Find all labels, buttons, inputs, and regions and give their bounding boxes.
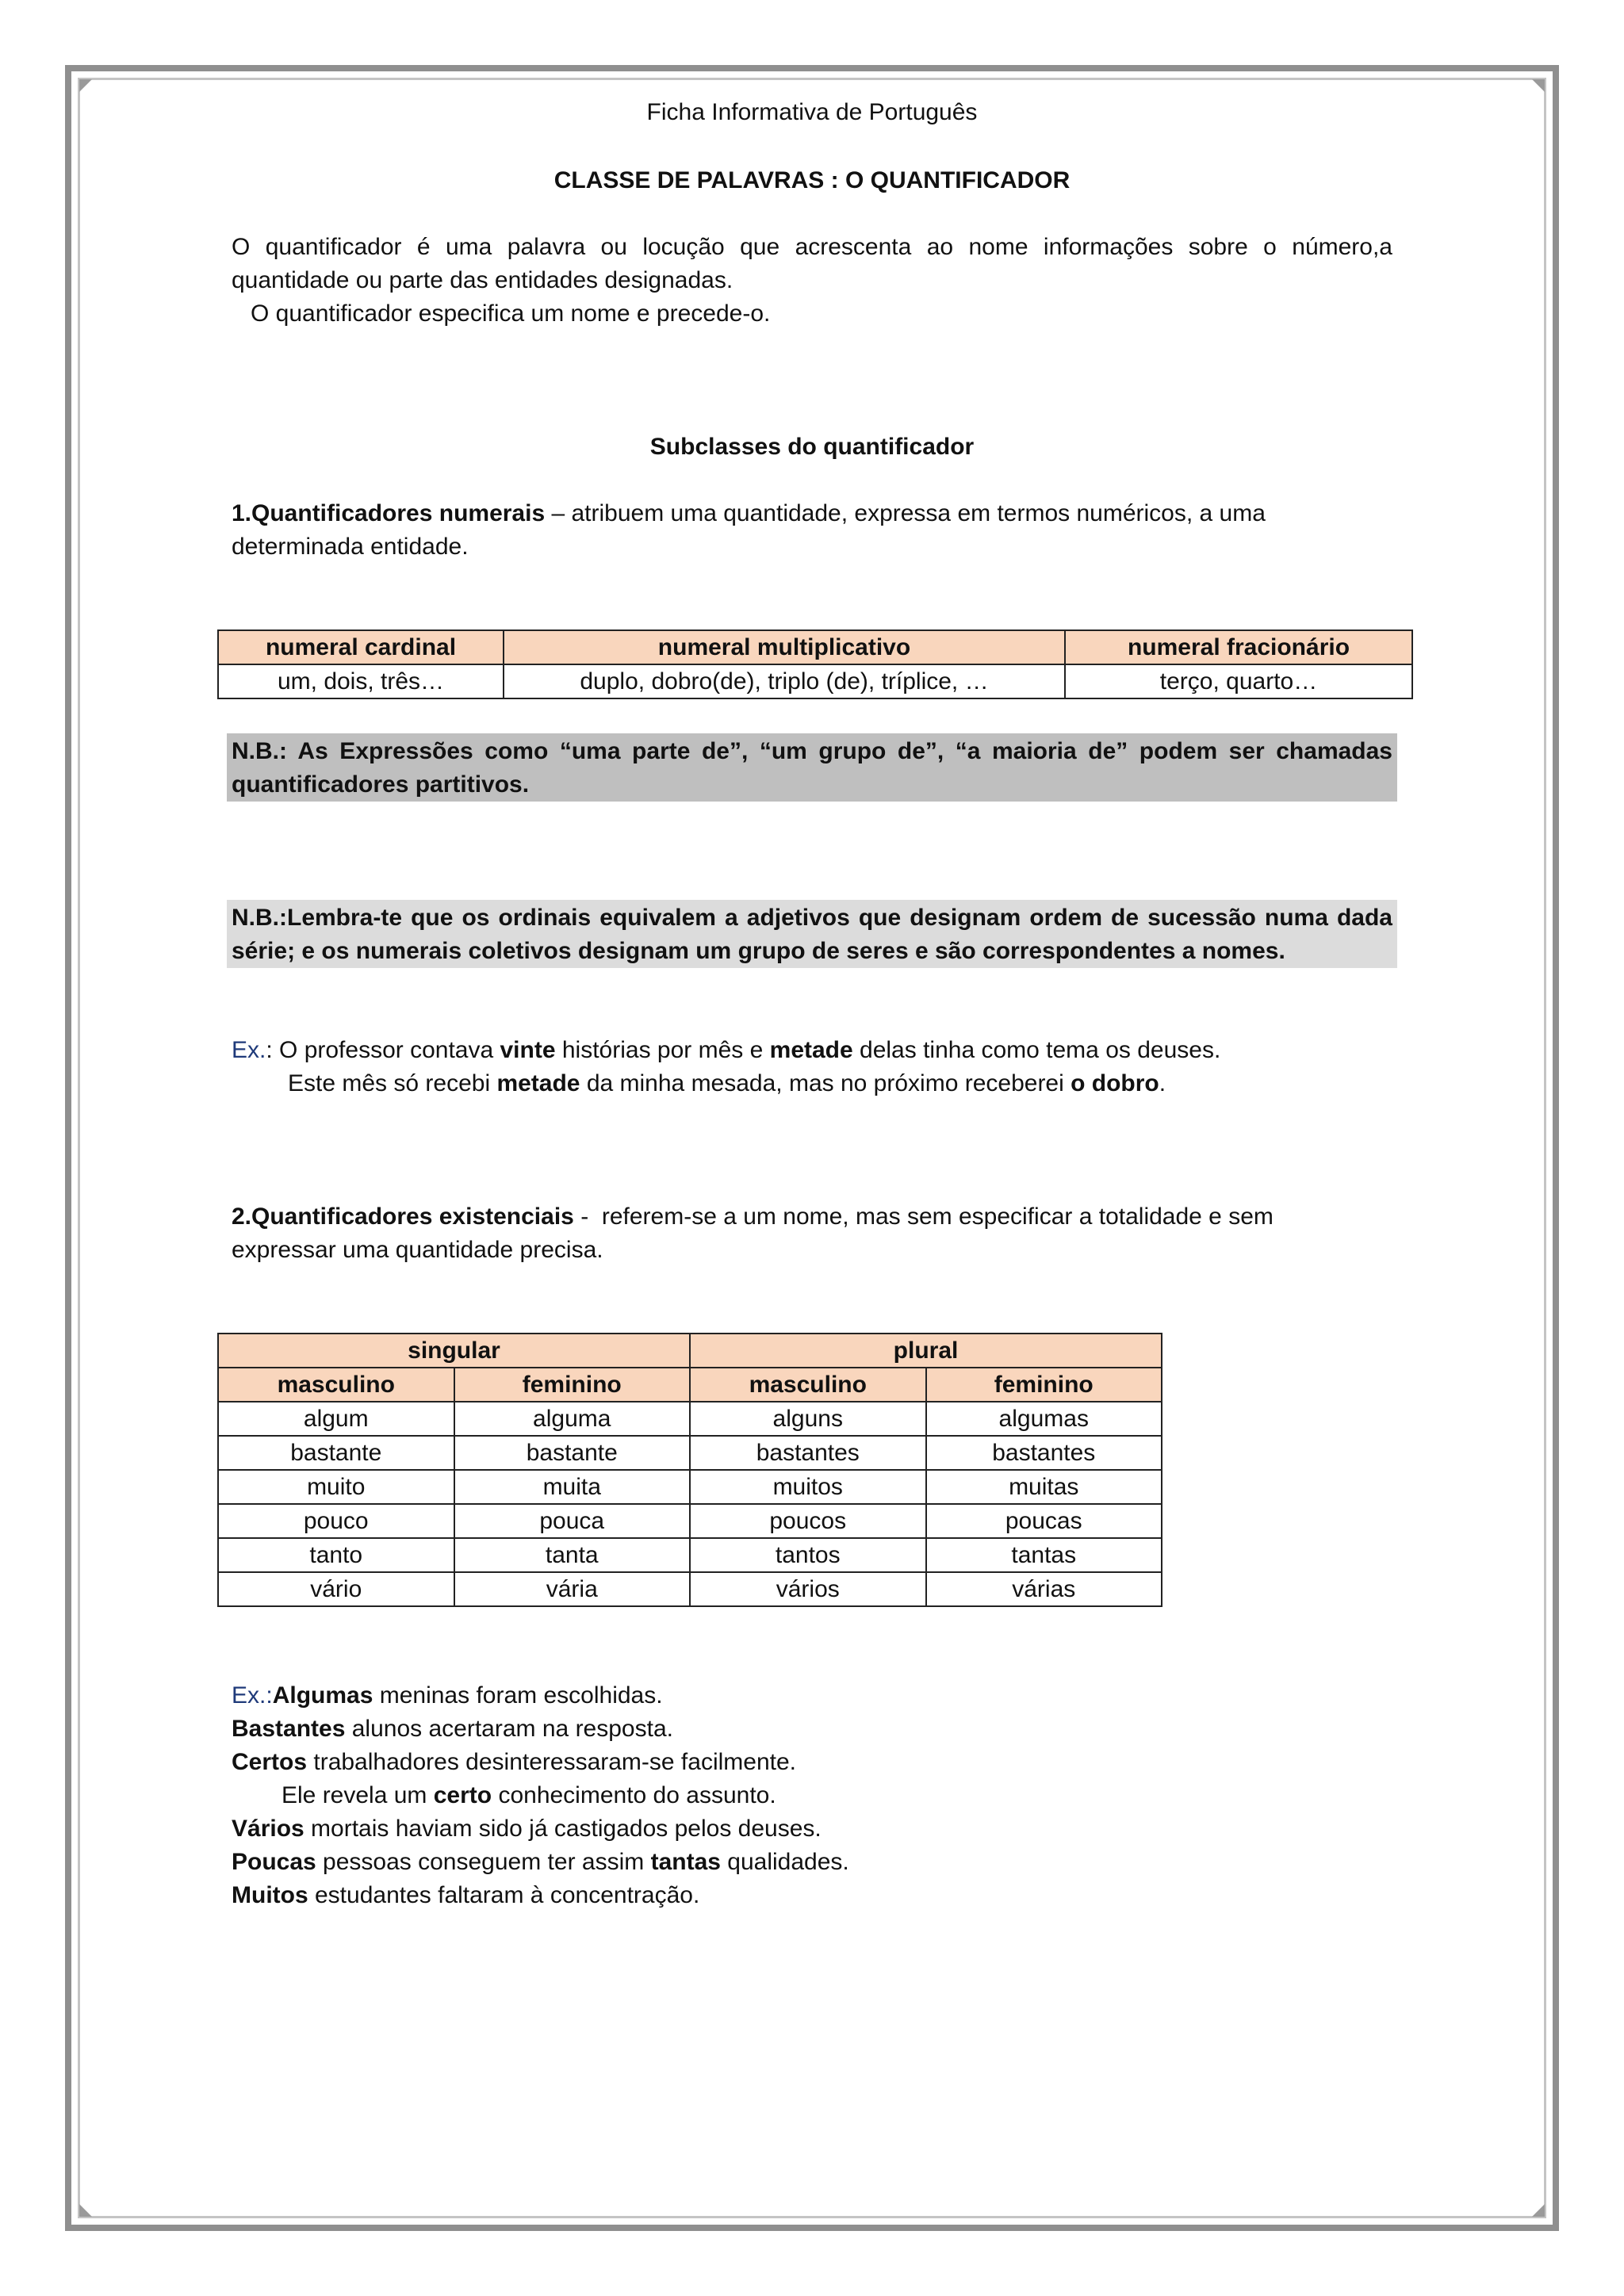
text-span: trabalhadores desinteressaram-se facilmente. [307,1749,796,1775]
example-1-line-2 [288,1067,1166,1100]
highlight-word: Vários [232,1816,304,1842]
table-cell: alguns [690,1402,926,1436]
note-line: quantificadores partitivos. [232,771,530,798]
text-span: delas tinha como tema os deuses. [852,1037,1221,1063]
text-span: Ele revela um [282,1782,434,1808]
table-header: numeral multiplicativo [504,630,1065,664]
highlight-word: metade [769,1037,853,1063]
table-header: numeral fracionário [1065,630,1412,664]
table-cell: alguma [454,1402,691,1436]
section-2-paragraph [232,1200,1274,1234]
section-2-text-2: expressar uma quantidade precisa. [232,1237,603,1263]
example-2-line-1 [232,1679,663,1712]
table-cell: bastantes [926,1436,1162,1470]
text-span: Este mês só recebi [288,1070,497,1096]
table-cell: muito [218,1470,454,1504]
table-cell: muitas [926,1470,1162,1504]
section-1-paragraph [232,497,1266,530]
table-cell: várias [926,1572,1162,1606]
section-1-text-2: determinada entidade. [232,534,469,560]
table-row [218,1504,1162,1538]
text-span: conhecimento do assunto. [492,1782,776,1808]
table-cell: algum [218,1402,454,1436]
text-span: . [1159,1070,1166,1096]
highlight-word: Poucas [232,1849,316,1875]
highlight-word: vinte [500,1037,556,1063]
intro-line-3: O quantificador especifica um nome e precede-o. [251,300,771,327]
note-line: N.B.:Lembra-te que os ordinais equivalem a adjetivos que designam ordem de sucessão numa dada [232,905,1392,931]
text-span: da minha mesada, mas no próximo receberei [580,1070,1071,1096]
highlight-word: Bastantes [232,1716,346,1742]
highlight-word: Certos [232,1749,308,1775]
intro-line-2: quantidade ou parte das entidades designadas. [232,267,733,293]
table-header: masculino [690,1368,926,1402]
numeral-table [217,629,1413,699]
existential-table [217,1333,1162,1607]
table-cell: bastantes [690,1436,926,1470]
text-span: pessoas conseguem ter assim [316,1849,651,1875]
table-cell: bastante [218,1436,454,1470]
example-1-line-1 [232,1034,1220,1067]
text-span: qualidades. [720,1849,849,1875]
highlight-word: certo [433,1782,492,1808]
text-span: estudantes faltaram à concentração. [308,1882,700,1908]
example-2-line-6 [232,1846,849,1879]
highlight-word: metade [496,1070,580,1096]
corner-ornament-icon [79,79,92,92]
table-cell: um, dois, três… [218,664,504,698]
example-label: Ex. [232,1037,266,1063]
highlight-word: Algumas [272,1682,373,1709]
text-span: alunos acertaram na resposta. [345,1716,673,1742]
text-span: mortais haviam sido já castigados pelos deuses. [304,1816,822,1842]
table-cell: tanta [454,1538,691,1572]
example-label: Ex.: [232,1682,273,1709]
table-group-header: singular [218,1334,690,1368]
table-group-header: plural [690,1334,1162,1368]
table-header: feminino [454,1368,691,1402]
table-cell: poucos [690,1504,926,1538]
table-cell: vário [218,1572,454,1606]
table-cell: muita [454,1470,691,1504]
example-2-line-5 [232,1812,822,1846]
example-2-line-7 [232,1879,699,1912]
corner-ornament-icon [1532,2204,1545,2217]
table-row [218,1572,1162,1606]
table-row [218,1402,1162,1436]
table-cell: tanto [218,1538,454,1572]
table-cell: pouca [454,1504,691,1538]
table-header: numeral cardinal [218,630,504,664]
highlight-word: o dobro [1071,1070,1159,1096]
document-header: Ficha Informativa de Português [646,99,978,125]
section-2-text: - referem-se a um nome, mas sem especificar a totalidade e sem [573,1203,1274,1230]
table-cell: muitos [690,1470,926,1504]
corner-ornament-icon [79,2204,92,2217]
intro-line-1: O quantificador é uma palavra ou locução que acrescenta ao nome informações sobre o número,a [232,234,1392,260]
text-span: meninas foram escolhidas. [373,1682,663,1709]
subclasses-title: Subclasses do quantificador [649,434,975,460]
table-cell: tantas [926,1538,1162,1572]
document-title: CLASSE DE PALAVRAS : O QUANTIFICADOR [553,167,1071,193]
table-header: masculino [218,1368,454,1402]
table-cell: algumas [926,1402,1162,1436]
note-box-partitivos [227,733,1397,802]
table-cell: duplo, dobro(de), triplo (de), tríplice, … [504,664,1065,698]
note-line: série; e os numerais coletivos designam um grupo de seres e são correspondentes a nomes. [232,938,1285,964]
example-2-line-3 [232,1746,796,1779]
table-row [218,1436,1162,1470]
table-row [218,1470,1162,1504]
example-2-line-4 [282,1779,776,1812]
table-cell: poucas [926,1504,1162,1538]
section-1-heading: 1.Quantificadores numerais [232,500,546,526]
example-2-line-2 [232,1712,673,1746]
table-cell: bastante [454,1436,691,1470]
table-cell: vária [454,1572,691,1606]
corner-ornament-icon [1532,79,1545,92]
table-cell: terço, quarto… [1065,664,1412,698]
table-header: feminino [926,1368,1162,1402]
note-line: N.B.: As Expressões como “uma parte de”, “um grupo de”, “a maioria de” podem ser chamadas [232,738,1392,764]
highlight-word: tantas [650,1849,721,1875]
note-box-ordinais [227,900,1397,968]
section-1-text: – atribuem uma quantidade, expressa em termos numéricos, a uma [545,500,1266,526]
table-cell: vários [690,1572,926,1606]
table-cell: pouco [218,1504,454,1538]
text-span: histórias por mês e [555,1037,770,1063]
table-row [218,1538,1162,1572]
table-cell: tantos [690,1538,926,1572]
section-2-heading: 2.Quantificadores existenciais [232,1203,574,1230]
text-span: : O professor contava [266,1037,500,1063]
highlight-word: Muitos [232,1882,308,1908]
